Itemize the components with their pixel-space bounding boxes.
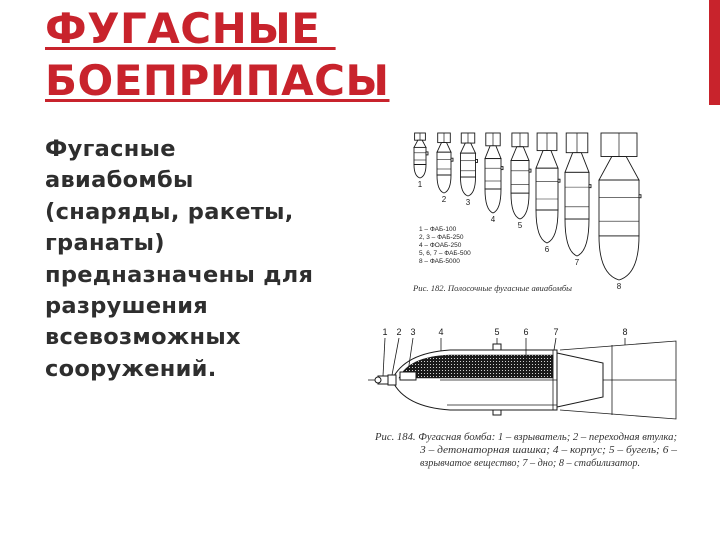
bomb-label: 5 [517, 221, 523, 230]
bomb-nose [437, 175, 451, 193]
bomb-tail-cone [414, 140, 426, 147]
bomb-tail-cone [511, 147, 529, 161]
figure-bomb-section [368, 327, 678, 469]
bomb-label: 8 [616, 282, 622, 291]
bomb-body [461, 153, 476, 177]
part-label: 3 [410, 327, 416, 337]
suspension-lug-bottom [493, 410, 501, 415]
bomb-legend [419, 226, 471, 265]
bomb-body [437, 152, 451, 175]
body-line: Фугасные [45, 136, 176, 162]
bomb-8 [599, 133, 641, 291]
body-line: гранаты) [45, 230, 165, 257]
bomb-body [599, 180, 639, 236]
bomb-nose [485, 189, 501, 213]
suspension-lug-top [493, 344, 501, 350]
body-line: авиабомбы [45, 167, 194, 194]
body-line: (снаряды, ракеты, [45, 198, 294, 225]
tail-cone [557, 353, 603, 407]
legend-line: 4 – ФОАБ-250 [419, 242, 462, 249]
figure-bottom-caption [374, 431, 677, 469]
part-label: 7 [553, 327, 559, 337]
bomb-label: 1 [417, 180, 423, 189]
bomb-body [536, 168, 558, 210]
bomb-3 [461, 133, 478, 207]
bomb-lug [426, 152, 428, 155]
part-labels [382, 327, 627, 337]
bomb-drawings [411, 133, 641, 293]
bomb-6 [536, 133, 560, 254]
part-label: 2 [396, 327, 402, 337]
body-line: разрушения [45, 293, 209, 320]
bomb-label: 3 [465, 198, 471, 207]
bomb-tail-cone [485, 146, 501, 159]
legend-line: 2, 3 – ФАБ-250 [419, 234, 464, 241]
bomb-lug [501, 167, 503, 170]
fuse-cap [375, 377, 381, 383]
bomb-label: 2 [441, 195, 447, 204]
bomb-lug [529, 169, 531, 172]
bomb-lug [476, 159, 478, 162]
bomb-tail-cone [437, 143, 451, 153]
figure-caption-line: 3 – детонаторная шашка; 4 – корпус; 5 – бугель; 6 – [418, 444, 678, 456]
bomb-label: 4 [490, 215, 496, 224]
bomb-tail-cone [565, 153, 589, 173]
bomb-nose [461, 177, 476, 196]
bomb-label: 6 [544, 245, 550, 254]
bomb-5 [511, 133, 531, 230]
bomb-nose [599, 236, 639, 280]
body-line: предназначены для [45, 261, 314, 288]
bomb-7 [565, 133, 591, 267]
figure-bomb-lineup [412, 133, 641, 293]
figure-caption-line: взрывчатое вещество; 7 – дно; 8 – стабилизатор. [420, 457, 640, 469]
legend-line: 5, 6, 7 – ФАБ-500 [419, 250, 471, 257]
body-line: всевозможных [45, 324, 241, 351]
bomb-body [511, 161, 529, 194]
bomb-2 [437, 133, 453, 204]
detonator-charge [400, 372, 416, 380]
bomb-4 [485, 133, 503, 224]
leader-line [383, 338, 385, 376]
bomb-body [485, 159, 501, 189]
bomb-lug [451, 158, 453, 161]
bomb-tail-cone [461, 143, 476, 153]
bomb-tail-cone [599, 157, 639, 181]
bomb-lug [639, 195, 641, 198]
bomb-nose [511, 193, 529, 219]
legend-line: 1 – ФАБ-100 [419, 226, 457, 233]
figure-caption-line: Рис. 184. Фугасная бомба: 1 – взрыватель; 2 – переходная втулка; [374, 431, 677, 443]
part-label: 5 [494, 327, 500, 337]
title-line-1-text: ФУГАСНЫЕ [45, 4, 321, 53]
part-label: 4 [438, 327, 444, 337]
bomb-nose [536, 210, 558, 243]
leader-line [554, 338, 556, 350]
figure-top-caption: Рис. 182. Полосочные фугасные авиабомбы [411, 283, 573, 293]
part-label: 6 [523, 327, 529, 337]
body-line: сооружений. [45, 355, 217, 382]
part-label: 8 [622, 327, 628, 337]
bomb-body [565, 172, 589, 219]
bomb-nose [414, 165, 426, 179]
leader-line [392, 338, 399, 375]
adapter-sleeve [388, 375, 396, 385]
part-label: 1 [382, 327, 388, 337]
bomb-body [414, 147, 426, 164]
bomb-tail-cone [536, 151, 558, 169]
title-line-2-text: БОЕПРИПАСЫ [45, 56, 390, 105]
bomb-lug [589, 185, 591, 188]
legend-line: 8 – ФАБ-5000 [419, 258, 460, 265]
bomb-nose [565, 219, 589, 256]
bomb-lug [558, 179, 560, 182]
bomb-1 [414, 133, 428, 189]
bomb-label: 7 [574, 258, 580, 267]
